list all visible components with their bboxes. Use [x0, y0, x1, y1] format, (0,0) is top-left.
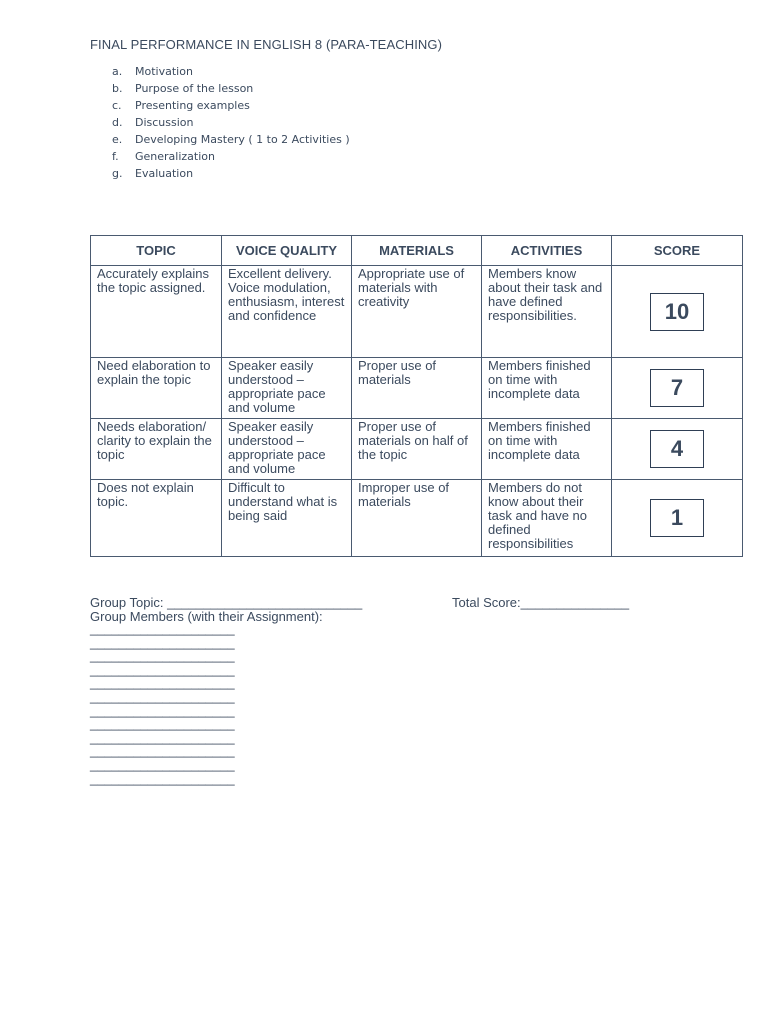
- page-title: FINAL PERFORMANCE IN ENGLISH 8 (PARA-TEACHING): [90, 37, 443, 52]
- list-marker: a.: [112, 65, 123, 78]
- voice-quality-cell: Difficult to understand what is being said: [222, 480, 352, 557]
- score-box: 4: [650, 430, 704, 468]
- group-members-label: Group Members (with their Assignment):: [90, 609, 323, 624]
- list-marker: d.: [112, 116, 123, 129]
- topic-cell: Accurately explains the topic assigned.: [91, 266, 222, 358]
- materials-cell: Proper use of materials: [352, 358, 482, 419]
- member-blank-line[interactable]: ____________________: [90, 634, 235, 650]
- list-item-text: Discussion: [135, 116, 194, 129]
- activities-cell: Members finished on time with incomplete data: [482, 358, 612, 419]
- score-box: 10: [650, 293, 704, 331]
- materials-cell: Appropriate use of materials with creativity: [352, 266, 482, 358]
- member-blank-line[interactable]: ____________________: [90, 743, 235, 759]
- lesson-steps-list: [112, 63, 350, 182]
- table-row: [91, 419, 743, 480]
- activities-cell: Members finished on time with incomplete data: [482, 419, 612, 480]
- topic-cell: Does not explain topic.: [91, 480, 222, 557]
- member-blank-line[interactable]: ____________________: [90, 648, 235, 664]
- list-marker: c.: [112, 99, 122, 112]
- list-marker: e.: [112, 133, 123, 146]
- header-activities: ACTIVITIES: [482, 236, 612, 266]
- list-item-text: Purpose of the lesson: [135, 82, 254, 95]
- list-item: [112, 80, 350, 97]
- list-item-text: Presenting examples: [135, 99, 250, 112]
- voice-quality-cell: Excellent delivery. Voice modulation, enthusiasm, interest and confidence: [222, 266, 352, 358]
- member-blank-line[interactable]: ____________________: [90, 702, 235, 718]
- score-cell: [612, 480, 743, 557]
- voice-quality-cell: Speaker easily understood – appropriate pace and volume: [222, 419, 352, 480]
- materials-cell: Proper use of materials on half of the topic: [352, 419, 482, 480]
- header-score: SCORE: [612, 236, 743, 266]
- topic-cell: Need elaboration to explain the topic: [91, 358, 222, 419]
- list-item-text: Motivation: [135, 65, 193, 78]
- topic-cell: Needs elaboration/ clarity to explain the topic: [91, 419, 222, 480]
- materials-cell: Improper use of materials: [352, 480, 482, 557]
- member-blank-line[interactable]: ____________________: [90, 621, 235, 636]
- score-cell: [612, 266, 743, 358]
- member-blank-line[interactable]: ____________________: [90, 688, 235, 704]
- header-voice-quality: VOICE QUALITY: [222, 236, 352, 266]
- group-member-lines: [90, 622, 235, 785]
- voice-quality-cell: Speaker easily understood – appropriate pace and volume: [222, 358, 352, 419]
- member-blank-line[interactable]: ____________________: [90, 756, 235, 772]
- score-box: 7: [650, 369, 704, 407]
- header-topic: TOPIC: [91, 236, 222, 266]
- total-score-field[interactable]: Total Score:_______________: [452, 595, 630, 610]
- member-blank-line[interactable]: ____________________: [90, 675, 235, 691]
- list-marker: f.: [112, 150, 119, 163]
- list-item-text: Evaluation: [135, 167, 194, 180]
- table-row: [91, 358, 743, 419]
- member-blank-line[interactable]: ____________________: [90, 729, 235, 745]
- score-cell: [612, 419, 743, 480]
- rubric-table: [90, 235, 743, 557]
- activities-cell: Members know about their task and have defined responsibilities.: [482, 266, 612, 358]
- list-item-text: Developing Mastery ( 1 to 2 Activities ): [135, 133, 350, 146]
- member-blank-line[interactable]: ____________________: [90, 770, 235, 786]
- table-row: [91, 266, 743, 358]
- list-item: [112, 148, 350, 165]
- list-item-text: Generalization: [135, 150, 215, 163]
- table-row: [91, 480, 743, 557]
- group-topic-field[interactable]: Group Topic: ___________________________: [90, 595, 363, 610]
- list-item: [112, 114, 350, 131]
- member-blank-line[interactable]: ____________________: [90, 716, 235, 732]
- list-marker: b.: [112, 82, 123, 95]
- member-blank-line[interactable]: ____________________: [90, 661, 235, 677]
- score-box: 1: [650, 499, 704, 537]
- list-item: [112, 63, 350, 80]
- score-cell: [612, 358, 743, 419]
- list-item: [112, 131, 350, 148]
- list-item: [112, 165, 350, 182]
- header-materials: MATERIALS: [352, 236, 482, 266]
- activities-cell: Members do not know about their task and have no defined responsibilities: [482, 480, 612, 557]
- list-marker: g.: [112, 167, 123, 180]
- table-header-row: [91, 236, 743, 266]
- list-item: [112, 97, 350, 114]
